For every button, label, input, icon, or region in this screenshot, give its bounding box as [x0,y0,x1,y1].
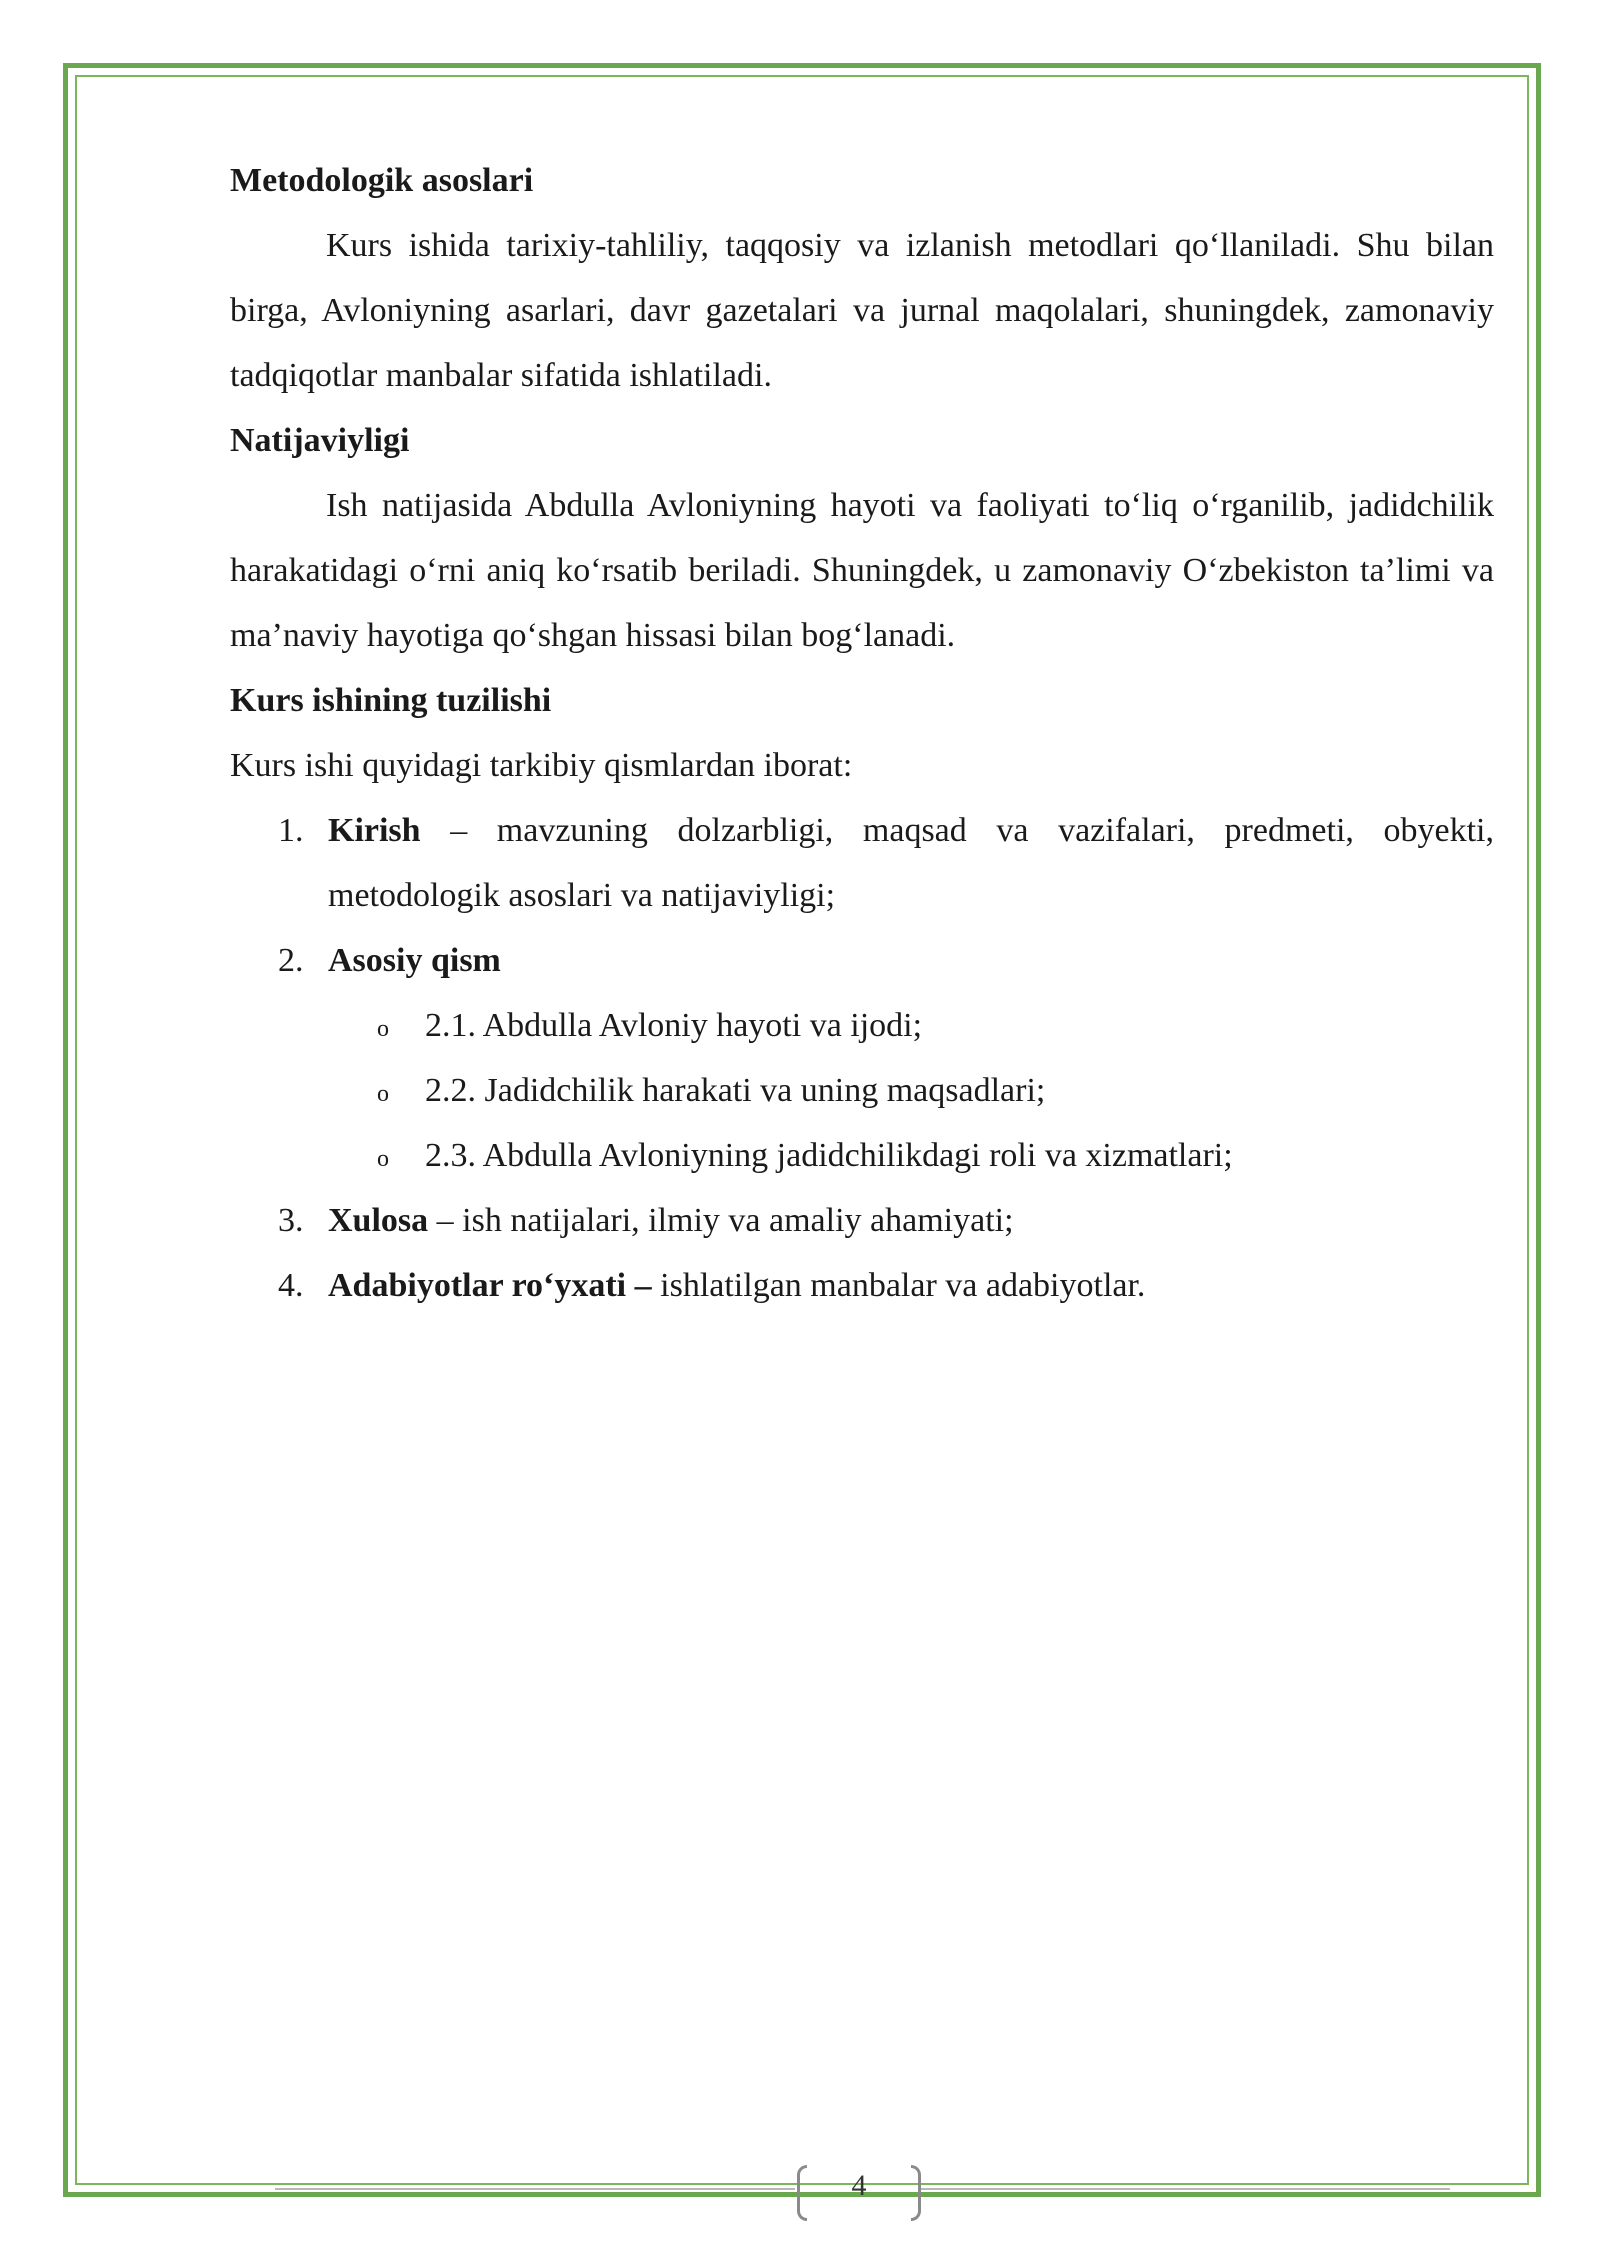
list-item-term: Kirish [328,812,421,849]
footer-divider-left [275,2188,795,2190]
list-item-term: Adabiyotlar ro‘yxati – [328,1267,652,1304]
structure-intro: Kurs ishi quyidagi tarkibiy qismlardan iborat: [230,747,853,784]
sub-list-item [230,1123,1494,1188]
sub-list-item [230,993,1494,1058]
list-item [230,1253,1494,1318]
section-paragraph-results: Ish natijasida Abdulla Avloniyning hayoti va faoliyati to‘liq o‘rganilib, jadidchilik harakatidagi o‘rni aniq ko‘rsatib beriladi. Shuningdek, u zamonaviy O‘zbekiston ta’limi va ma’naviy hayotiga qo‘shgan hissasi bilan bog‘lanadi. [230,487,1494,654]
list-item [230,928,1494,993]
list-number: 2. [278,942,304,979]
sub-list-item-text: 2.2. Jadidchilik harakati va uning maqsadlari; [425,1072,1046,1109]
page-number: 4 [851,2169,867,2202]
structure-list [230,798,1494,993]
sub-list-item [230,1058,1494,1123]
sub-list-item-text: 2.3. Abdulla Avloniyning jadidchilikdagi roli va xizmatlari; [425,1137,1233,1174]
list-item [230,1188,1494,1253]
page-content [230,148,1494,1318]
circle-bullet-icon: o [377,1081,389,1107]
sub-list-item-text: 2.1. Abdulla Avloniy hayoti va ijodi; [425,1007,923,1044]
list-item [230,798,1494,928]
list-number: 1. [278,812,304,849]
circle-bullet-icon: o [377,1146,389,1172]
structure-list-continued [230,1188,1494,1318]
list-item-text: ishlatilgan manbalar va adabiyotlar. [651,1267,1146,1304]
list-item-term: Xulosa [328,1202,429,1239]
section-paragraph-methodology: Kurs ishida tarixiy-tahliliy, taqqosiy va izlanish metodlari qo‘llaniladi. Shu bilan birga, Avloniyning asarlari, davr gazetalari va jurnal maqolalari, shuningdek, zamonaviy tadqiqotlar manbalar sifatida ishlatiladi. [230,227,1494,394]
list-item-term: Asosiy qism [328,942,501,979]
sub-list [230,993,1494,1188]
page-number-box [797,2165,921,2221]
circle-bullet-icon: o [377,1016,389,1042]
section-heading-results: Natijaviyligi [230,422,410,459]
section-heading-methodology: Metodologik asoslari [230,162,534,199]
list-number: 3. [278,1202,304,1239]
right-bracket-icon [911,2165,921,2221]
section-heading-structure: Kurs ishining tuzilishi [230,682,552,719]
list-item-text: – mavzuning dolzarbligi, maqsad va vazifalari, predmeti, obyekti, metodologik asoslari va natijaviyligi; [328,812,1494,914]
footer-divider-right [920,2188,1450,2190]
list-number: 4. [278,1267,304,1304]
list-item-text: – ish natijalari, ilmiy va amaliy ahamiyati; [428,1202,1014,1239]
